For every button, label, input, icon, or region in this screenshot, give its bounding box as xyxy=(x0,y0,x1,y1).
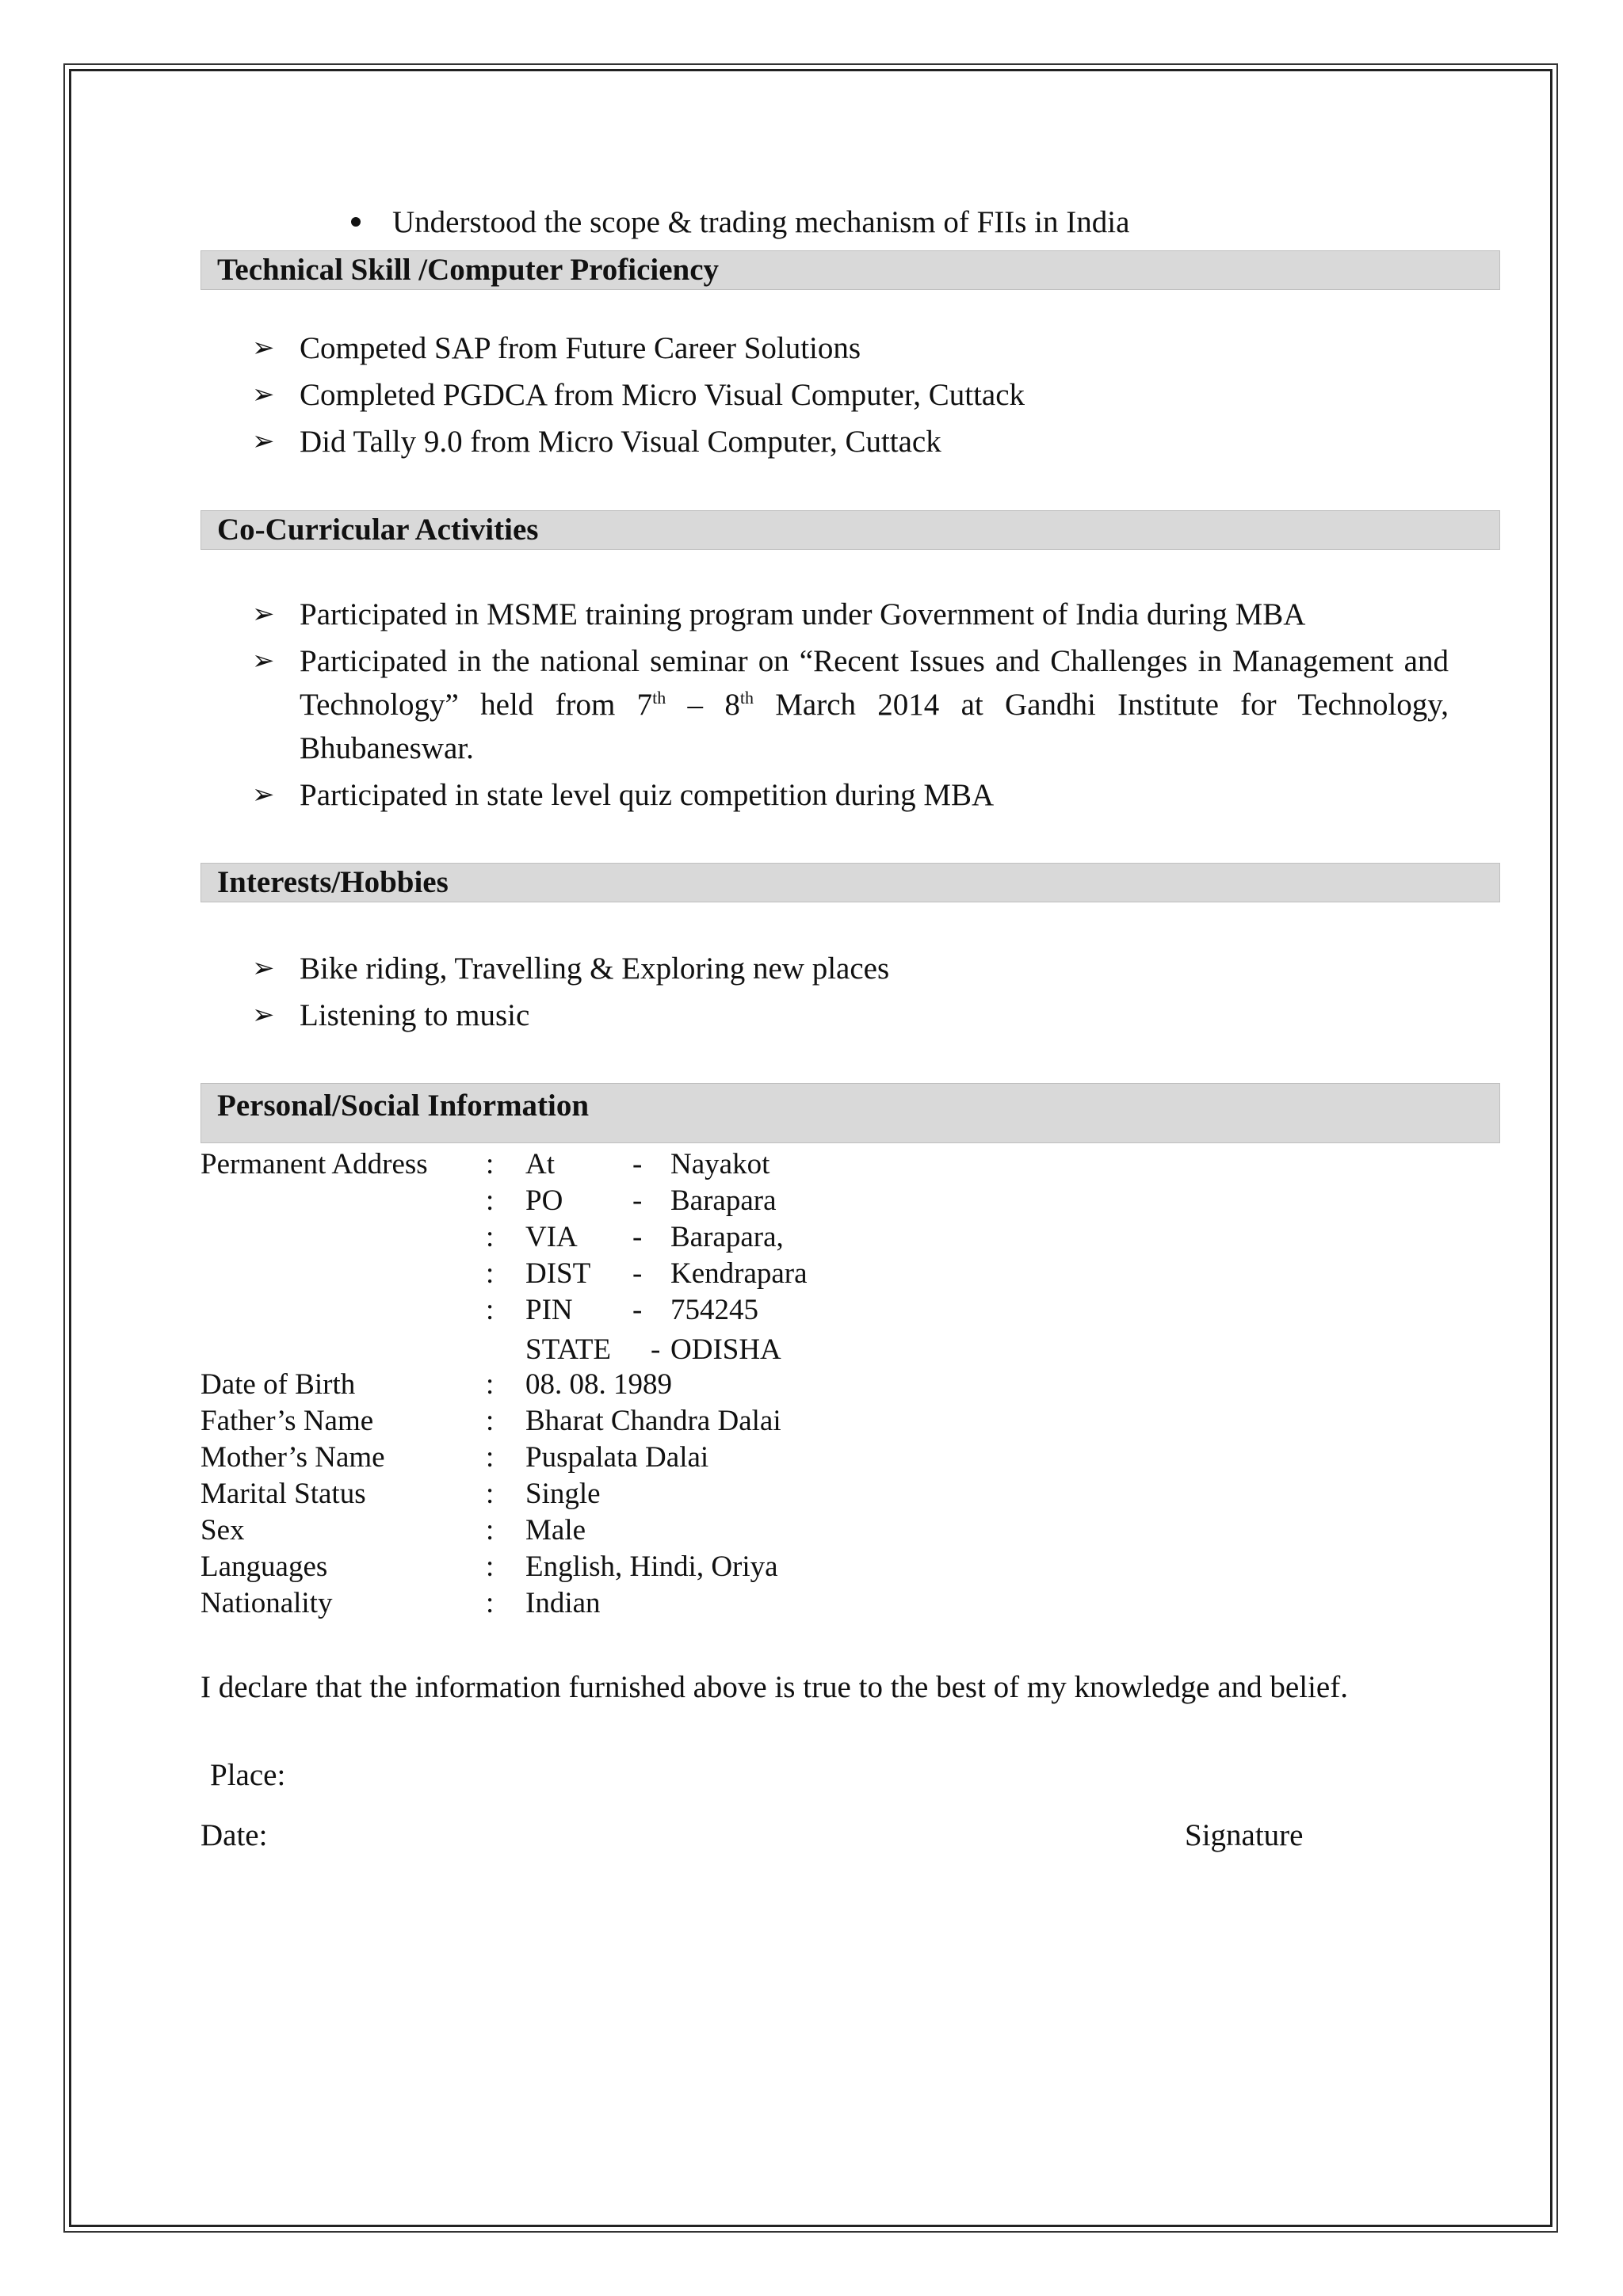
hobbies-list xyxy=(252,947,1449,1037)
bullet-dot-icon xyxy=(351,217,361,227)
arrow-bullet-icon: ➢ xyxy=(252,645,275,677)
signature-label: Signature xyxy=(1185,1818,1304,1852)
section-title: Interests/Hobbies xyxy=(217,865,449,899)
list-item: ➢ Participated in MSME training program under Government of India during MBA xyxy=(252,593,1449,636)
arrow-bullet-icon: ➢ xyxy=(252,379,275,410)
arrow-bullet-icon: ➢ xyxy=(252,779,275,810)
section-title: Technical Skill /Computer Proficiency xyxy=(217,253,720,287)
list-item: ➢ Did Tally 9.0 from Micro Visual Computer, Cuttack xyxy=(252,420,1449,463)
list-item: ➢ Completed PGDCA from Micro Visual Computer, Cuttack xyxy=(252,373,1449,417)
section-title: Co-Curricular Activities xyxy=(217,513,539,547)
top-bullet-text: Understood the scope & trading mechanism of FIIs in India xyxy=(392,205,1130,239)
section-header-technical xyxy=(200,250,1500,290)
top-bullet-item xyxy=(351,204,1129,242)
section-header-hobbies xyxy=(200,863,1500,902)
list-item: ➢ Bike riding, Travelling & Exploring new places xyxy=(252,947,1449,990)
date-label: Date: xyxy=(200,1818,268,1852)
arrow-bullet-icon: ➢ xyxy=(252,952,275,984)
declaration-text: I declare that the information furnished above is true to the best of my knowledge and belief. xyxy=(200,1670,1348,1704)
section-header-personal xyxy=(200,1083,1500,1143)
list-item: ➢ Participated in the national seminar on “Recent Issues and Challenges in Management and Technology” held from 7th – 8th March 2014 at Gandhi Institute for Technology, Bhubaneswar. xyxy=(252,639,1449,770)
section-title: Personal/Social Information xyxy=(217,1089,590,1123)
technical-skill-list xyxy=(252,326,1449,463)
section-header-cocurricular xyxy=(200,510,1500,550)
list-item: ➢ Competed SAP from Future Career Solutions xyxy=(252,326,1449,370)
arrow-bullet-icon: ➢ xyxy=(252,598,275,630)
arrow-bullet-icon: ➢ xyxy=(252,999,275,1031)
list-item: ➢ Participated in state level quiz competition during MBA xyxy=(252,773,1449,817)
info-label: Permanent Address xyxy=(200,1148,428,1180)
list-item: ➢ Listening to music xyxy=(252,994,1449,1037)
place-label: Place: xyxy=(210,1758,286,1792)
cocurricular-list xyxy=(252,593,1449,817)
arrow-bullet-icon: ➢ xyxy=(252,332,275,364)
arrow-bullet-icon: ➢ xyxy=(252,425,275,457)
